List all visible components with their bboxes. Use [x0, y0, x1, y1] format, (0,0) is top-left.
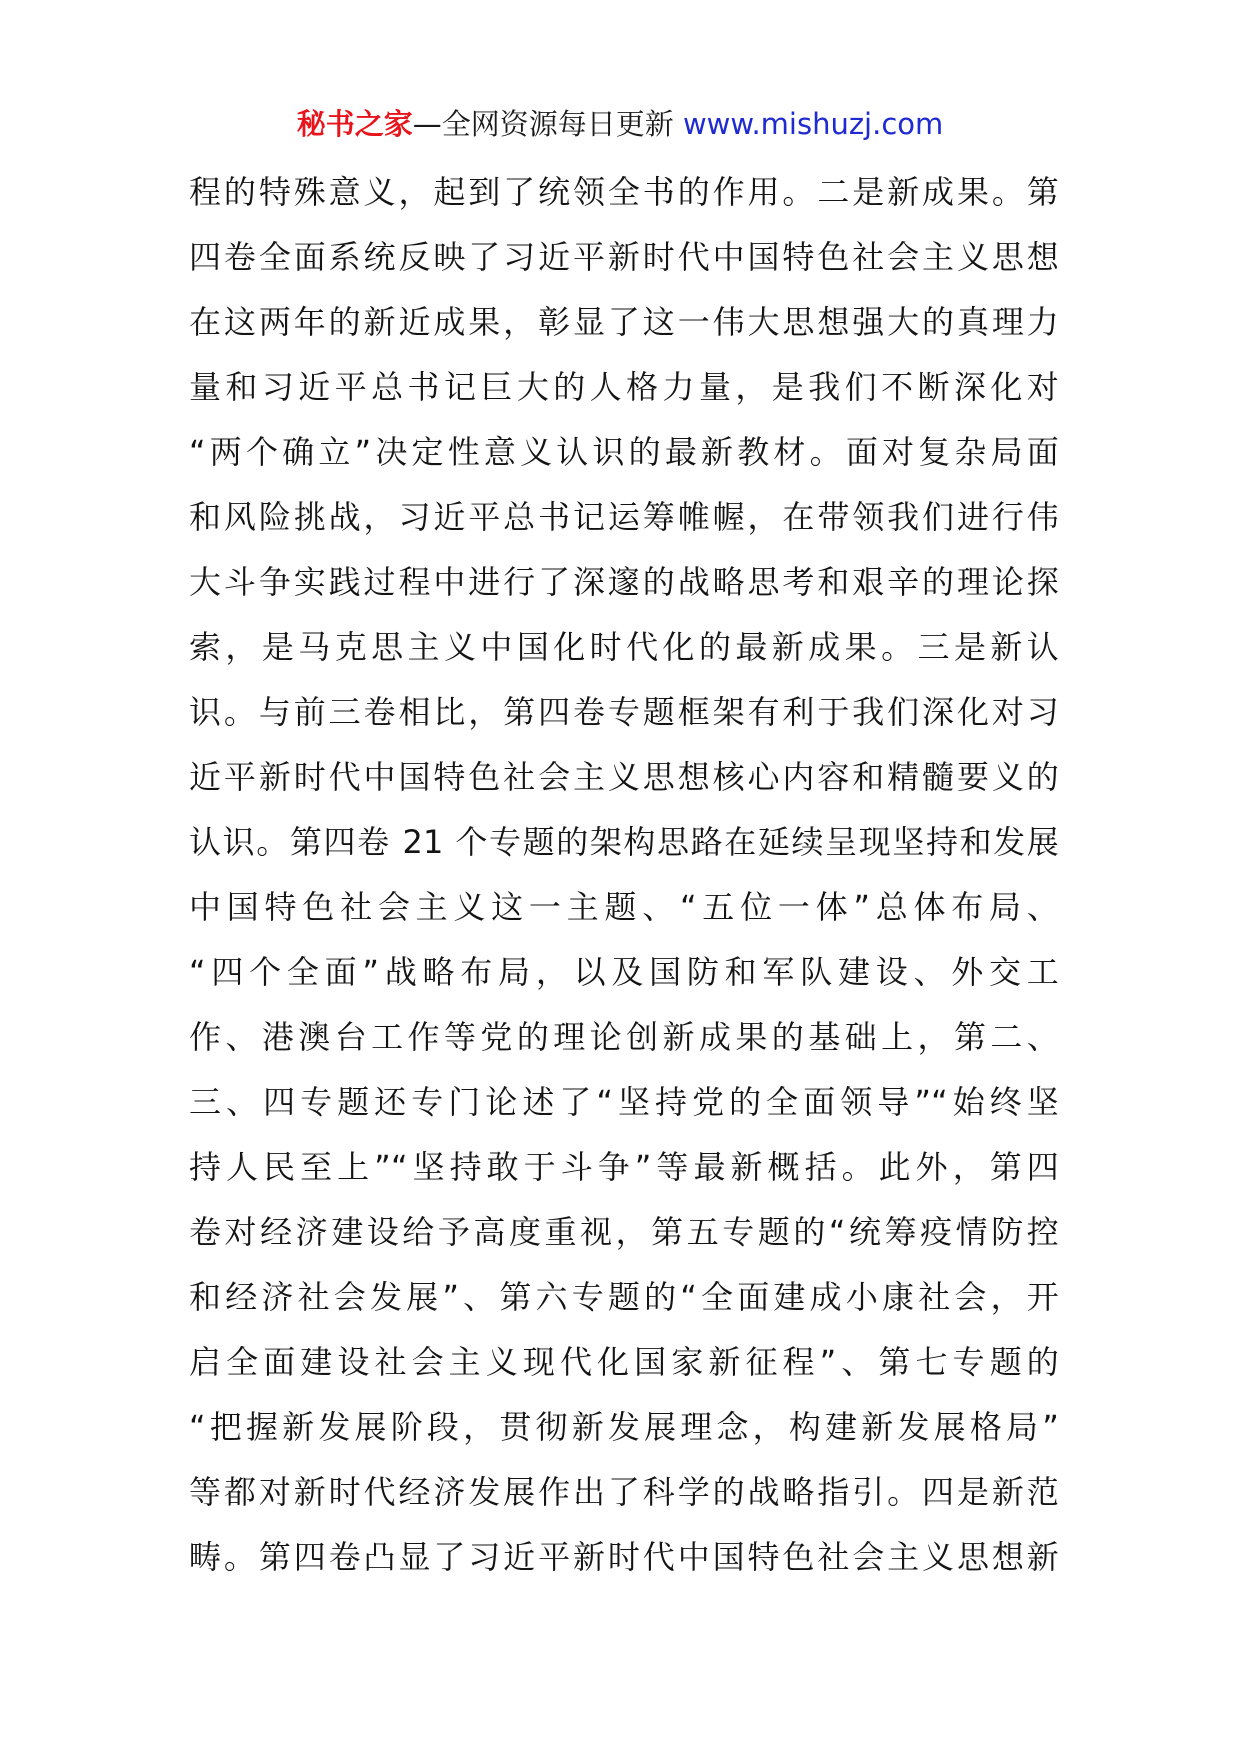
text-line: 四卷全面系统反映了习近平新时代中国特色社会主义思想 — [189, 238, 1059, 276]
text-line: 近平新时代中国特色社会主义思想核心内容和精髓要义的 — [189, 758, 1059, 796]
text-line: 持人民至上”“坚持敢于斗争”等最新概括。此外，第四 — [189, 1148, 1059, 1186]
text-line: “四个全面”战略布局，以及国防和军队建设、外交工 — [189, 953, 1059, 991]
text-line: 认识。第四卷 21 个专题的架构思路在延续呈现坚持和发展 — [189, 823, 1059, 861]
text-line: 索，是马克思主义中国化时代化的最新成果。三是新认 — [189, 628, 1059, 666]
text-line: 和风险挑战，习近平总书记运筹帷幄，在带领我们进行伟 — [189, 498, 1059, 536]
header-brand: 秘书之家 — [296, 107, 413, 141]
text-line: “两个确立”决定性意义认识的最新教材。面对复杂局面 — [189, 433, 1059, 471]
text-line: 畴。第四卷凸显了习近平新时代中国特色社会主义思想新 — [189, 1538, 1059, 1576]
text-line: 作、港澳台工作等党的理论创新成果的基础上，第二、 — [189, 1018, 1059, 1056]
text-line: 程的特殊意义，起到了统领全书的作用。二是新成果。第 — [189, 173, 1059, 211]
header-tagline: —全网资源每日更新 — [412, 107, 683, 141]
text-line: 和经济社会发展”、第六专题的“全面建成小康社会，开 — [189, 1278, 1059, 1316]
text-line: 大斗争实践过程中进行了深邃的战略思考和艰辛的理论探 — [189, 563, 1059, 601]
text-line: 中国特色社会主义这一主题、“五位一体”总体布局、 — [189, 888, 1059, 926]
text-line: 卷对经济建设给予高度重视，第五专题的“统筹疫情防控 — [189, 1213, 1059, 1251]
text-line: 等都对新时代经济发展作出了科学的战略指引。四是新范 — [189, 1473, 1059, 1511]
header-url-link[interactable]: www.mishuzj.com — [682, 107, 944, 141]
text-line: 启全面建设社会主义现代化国家新征程”、第七专题的 — [189, 1343, 1059, 1381]
text-line: “把握新发展阶段，贯彻新发展理念，构建新发展格局” — [189, 1408, 1059, 1446]
body-text — [189, 160, 1059, 1590]
text-line: 三、四专题还专门论述了“坚持党的全面领导”“始终坚 — [189, 1083, 1059, 1121]
text-line: 在这两年的新近成果，彰显了这一伟大思想强大的真理力 — [189, 303, 1059, 341]
page-header — [0, 100, 1240, 148]
text-line: 识。与前三卷相比，第四卷专题框架有利于我们深化对习 — [189, 693, 1059, 731]
text-line: 量和习近平总书记巨大的人格力量，是我们不断深化对 — [189, 368, 1059, 406]
